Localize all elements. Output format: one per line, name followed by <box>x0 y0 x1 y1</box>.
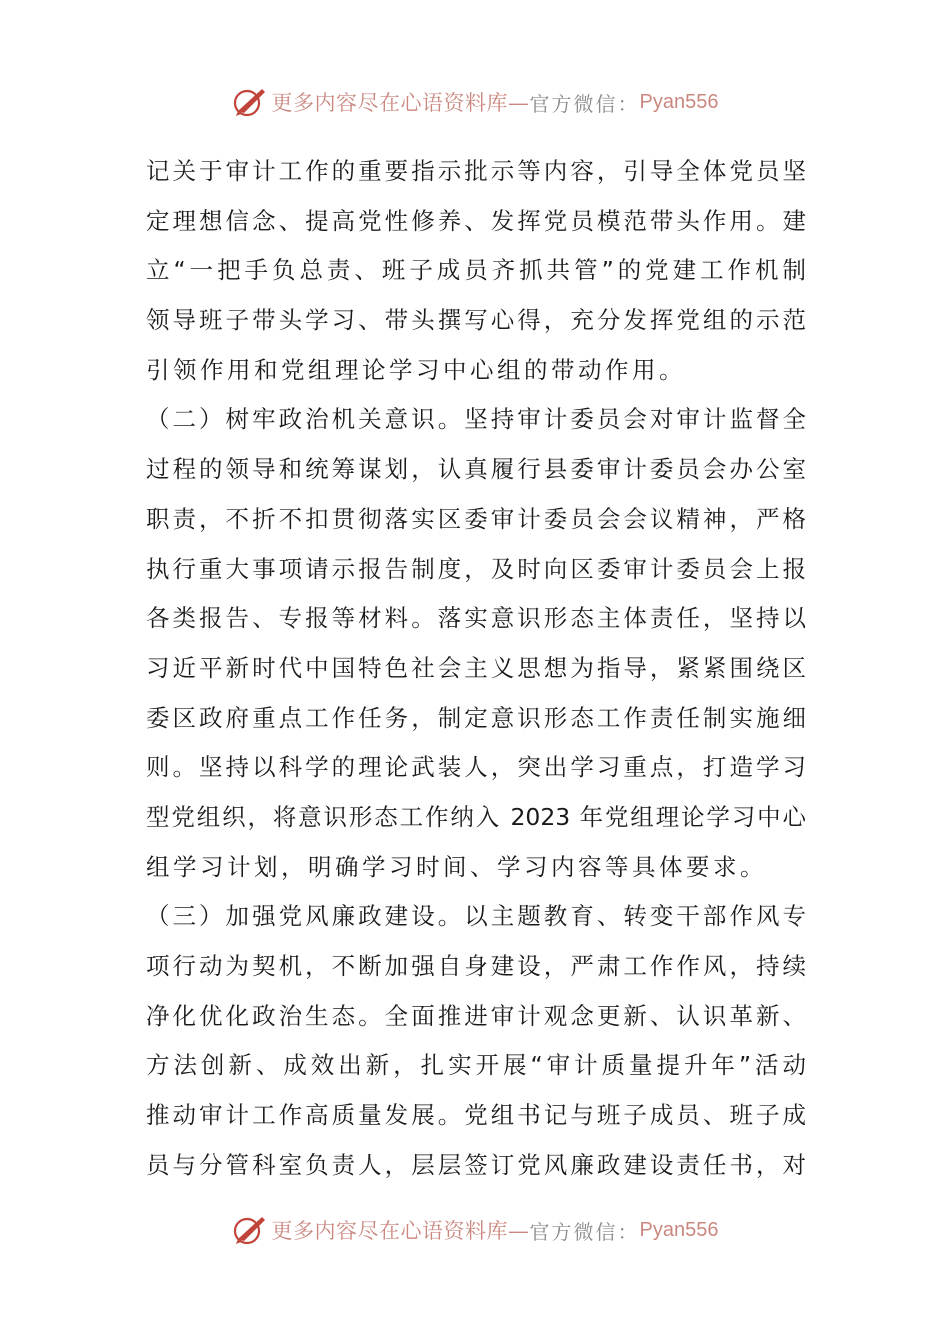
banner-wechat-id: Pyan556 <box>639 90 719 113</box>
header-banner <box>0 82 950 122</box>
text-line: 过程的领导和统筹谋划，认真履行县委审计委员会办公室 <box>146 455 806 484</box>
text-line: 记关于审计工作的重要指示批示等内容，引导全体党员坚 <box>146 157 806 185</box>
banner-wechat-label: 官方微信： <box>529 1219 640 1244</box>
banner-brand-text: 更多内容尽在心语资料库— <box>271 1219 530 1243</box>
text-line: 各类报告、专报等材料。落实意识形态主体责任，坚持以 <box>146 604 806 633</box>
text-line: 员与分管科室负责人，层层签订党风廉政建设责任书，对 <box>146 1150 806 1179</box>
text-line: 型党组织，将意识形态工作纳入 2023 年党组理论学习中心 <box>146 802 806 831</box>
text-line: 引领作用和党组理论学习中心组的带动作用。 <box>146 355 686 384</box>
text-line: 执行重大事项请示报告制度，及时向区委审计委员会上报 <box>146 554 806 583</box>
text-line: 方法创新、成效出新，扎实开展“审计质量提升年”活动 <box>146 1051 806 1080</box>
text-line: 则。坚持以科学的理论武装人，突出学习重点，打造学习 <box>146 753 806 782</box>
text-line: 立“一把手负总责、班子成员齐抓共管”的党建工作机制 <box>146 256 806 285</box>
quill-logo-icon <box>232 85 268 119</box>
document-body <box>146 147 806 1190</box>
text-line: （三）加强党风廉政建设。以主题教育、转变干部作风专 <box>146 902 806 931</box>
text-line: 定理想信念、提高党性修养、发挥党员模范带头作用。建 <box>146 206 806 235</box>
quill-logo-icon <box>232 1213 268 1247</box>
text-line: 组学习计划，明确学习时间、学习内容等具体要求。 <box>146 852 767 881</box>
footer-banner <box>0 1210 950 1250</box>
text-line: 推动审计工作高质量发展。党组书记与班子成员、班子成 <box>146 1101 806 1130</box>
text-line: 领导班子带头学习、带头撰写心得，充分发挥党组的示范 <box>146 306 806 335</box>
banner-wechat-label: 官方微信： <box>529 91 640 116</box>
banner-wechat-id: Pyan556 <box>639 1218 719 1241</box>
text-line: 委区政府重点工作任务，制定意识形态工作责任制实施细 <box>146 703 806 732</box>
text-line: 职责，不折不扣贯彻落实区委审计委员会会议精神，严格 <box>146 504 806 533</box>
text-line: （二）树牢政治机关意识。坚持审计委员会对审计监督全 <box>146 405 806 434</box>
text-line: 净化优化政治生态。全面推进审计观念更新、认识革新、 <box>146 1001 806 1030</box>
text-line: 习近平新时代中国特色社会主义思想为指导，紧紧围绕区 <box>146 653 806 682</box>
text-line: 项行动为契机，不断加强自身建设，严肃工作作风，持续 <box>146 952 806 980</box>
banner-brand-text: 更多内容尽在心语资料库— <box>271 91 530 115</box>
